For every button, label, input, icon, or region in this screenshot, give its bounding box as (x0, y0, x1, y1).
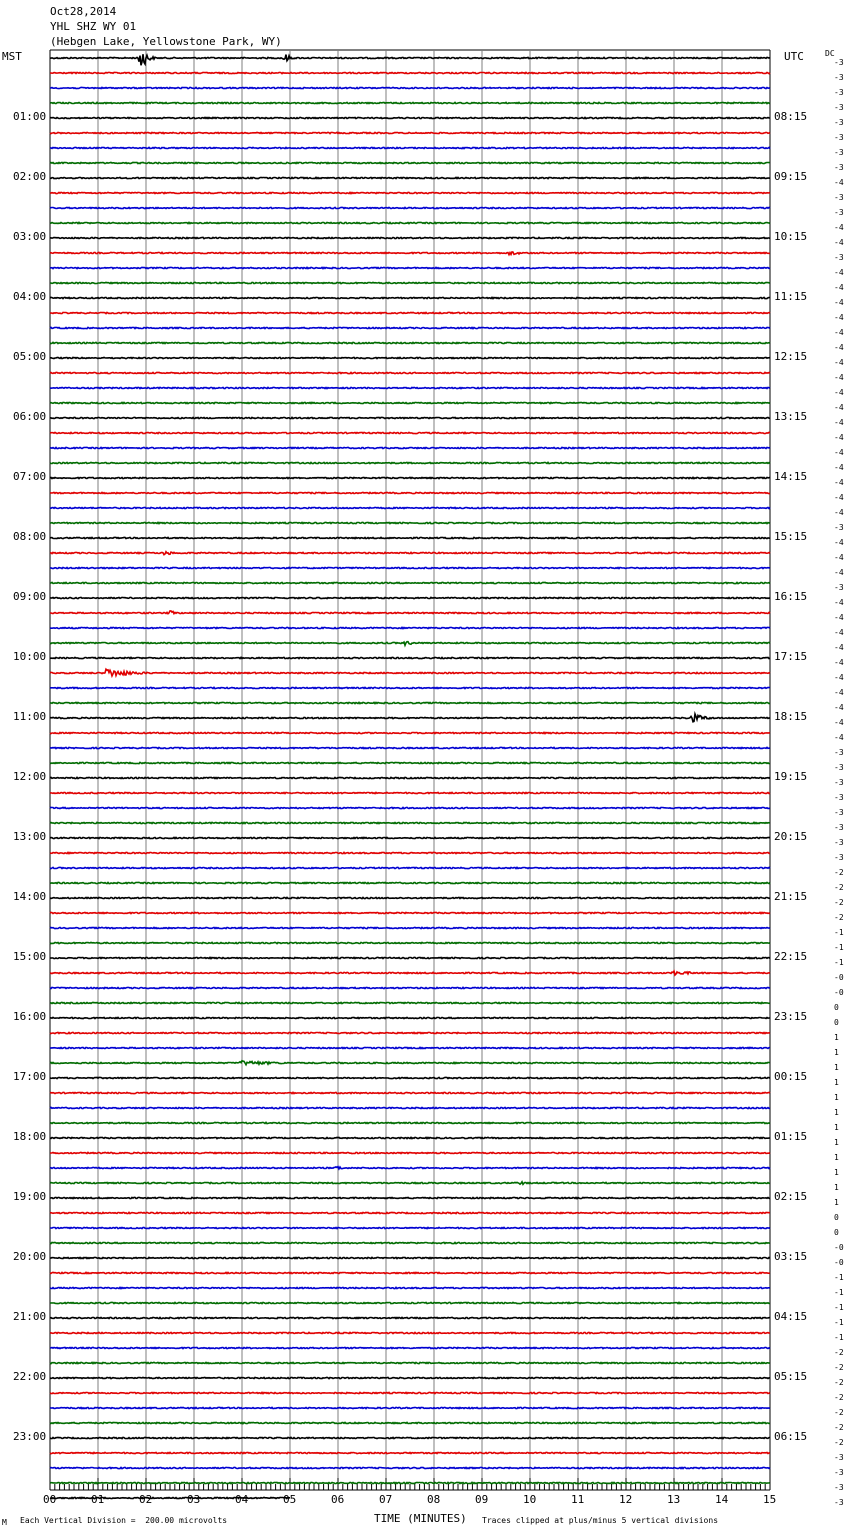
dc-offset-label: 1 (834, 1153, 839, 1162)
trace-line (50, 177, 770, 178)
right-hour-label: 11:15 (774, 290, 808, 303)
left-hour-label: 12:00 (13, 770, 47, 783)
dc-offset-label: -4 (834, 658, 844, 667)
dc-offset-label: -4 (834, 568, 844, 577)
dc-offset-label: -4 (834, 298, 844, 307)
trace-line (50, 417, 770, 418)
right-hour-label: 00:15 (774, 1070, 808, 1083)
trace-line (50, 1092, 770, 1093)
trace-line (50, 1032, 770, 1033)
trace-line (50, 867, 770, 868)
right-hour-label: 08:15 (774, 110, 808, 123)
trace-line (50, 297, 770, 298)
x-tick-label: 12 (619, 1493, 633, 1506)
x-tick-label: 07 (379, 1493, 393, 1506)
right-hour-label: 14:15 (774, 470, 808, 483)
x-tick-label: 03 (187, 1493, 201, 1506)
dc-offset-label: -3 (834, 163, 844, 172)
dc-offset-label: -3 (834, 1483, 844, 1492)
dc-offset-label: -3 (834, 148, 844, 157)
dc-offset-label: -1 (834, 1273, 844, 1282)
dc-offset-label: -3 (834, 193, 844, 202)
trace-line (50, 432, 770, 433)
x-tick-label: 05 (283, 1493, 297, 1506)
dc-offset-label: -4 (834, 358, 844, 367)
x-tick-label: 00 (43, 1493, 57, 1506)
trace-line (50, 72, 770, 73)
trace-line (50, 882, 770, 883)
trace-line (50, 912, 770, 913)
x-tick-label: 14 (715, 1493, 729, 1506)
trace-line (50, 957, 770, 958)
x-tick-label: 06 (331, 1493, 345, 1506)
dc-offset-label: -4 (834, 673, 844, 682)
x-tick-label: 09 (475, 1493, 489, 1506)
dc-offset-label: -3 (834, 118, 844, 127)
dc-offset-label: -3 (834, 1498, 844, 1507)
left-hour-label: 13:00 (13, 830, 47, 843)
trace-line (50, 1317, 770, 1318)
dc-offset-label: -4 (834, 373, 844, 382)
dc-offset-label: -4 (834, 328, 844, 337)
trace-line (50, 1362, 770, 1363)
x-axis-label: TIME (MINUTES) (374, 1512, 467, 1525)
dc-offset-label: -1 (834, 958, 844, 967)
trace-line (50, 492, 770, 493)
right-hour-label: 20:15 (774, 830, 808, 843)
clip-note: Traces clipped at plus/minus 5 vertical divisions (482, 1516, 719, 1525)
trace-line (50, 462, 770, 463)
dc-offset-label: -3 (834, 58, 844, 67)
trace-line (50, 1422, 770, 1423)
trace-line (50, 627, 770, 628)
dc-offset-label: -4 (834, 508, 844, 517)
trace-line (50, 147, 770, 148)
trace-line (50, 762, 770, 763)
dc-offset-label: -4 (834, 493, 844, 502)
trace-line (50, 357, 770, 358)
right-hour-label: 23:15 (774, 1010, 808, 1023)
left-hour-label: 11:00 (13, 710, 47, 723)
right-hour-label: 13:15 (774, 410, 808, 423)
trace-line (50, 537, 770, 538)
trace-line (50, 1061, 770, 1065)
dc-offset-label: 1 (834, 1108, 839, 1117)
dc-offset-label: -3 (834, 208, 844, 217)
right-hour-label: 01:15 (774, 1130, 808, 1143)
trace-line (50, 1302, 770, 1303)
dc-offset-label: -2 (834, 1348, 844, 1357)
dc-offset-label: -4 (834, 388, 844, 397)
trace-line (50, 807, 770, 808)
dc-offset-label: 0 (834, 1003, 839, 1012)
dc-offset-label: -3 (834, 838, 844, 847)
left-hour-label: 16:00 (13, 1010, 47, 1023)
trace-line (50, 54, 770, 65)
left-hour-label: 18:00 (13, 1130, 47, 1143)
trace-line (50, 567, 770, 568)
dc-offset-label: 1 (834, 1048, 839, 1057)
trace-line (50, 669, 770, 676)
trace-line (50, 312, 770, 313)
dc-offset-label: -4 (834, 703, 844, 712)
dc-offset-label: -0 (834, 1258, 844, 1267)
dc-offset-label: -3 (834, 523, 844, 532)
left-hour-label: 14:00 (13, 890, 47, 903)
trace-line (50, 732, 770, 733)
x-tick-label: 01 (91, 1493, 105, 1506)
trace-line (50, 971, 770, 975)
dc-offset-label: -2 (834, 1393, 844, 1402)
dc-offset-label: -2 (834, 1378, 844, 1387)
plot-date: Oct28,2014 (50, 5, 117, 18)
dc-offset-label: -3 (834, 253, 844, 262)
dc-offset-label: 1 (834, 1198, 839, 1207)
scale-note: Each Vertical Division = 200.00 microvolts (20, 1516, 228, 1525)
dc-offset-label: -3 (834, 103, 844, 112)
dc-offset-label: -2 (834, 883, 844, 892)
dc-offset-label: -4 (834, 643, 844, 652)
dc-offset-label: -4 (834, 268, 844, 277)
dc-offset-label: 0 (834, 1018, 839, 1027)
dc-offset-label: -2 (834, 913, 844, 922)
x-tick-label: 11 (571, 1493, 585, 1506)
dc-offset-label: -3 (834, 853, 844, 862)
trace-line (50, 1107, 770, 1108)
left-timezone-label: MST (2, 50, 22, 63)
trace-line (50, 1452, 770, 1453)
trace-line (50, 252, 770, 255)
trace-line (50, 1257, 770, 1258)
right-hour-label: 05:15 (774, 1370, 808, 1383)
trace-line (50, 1242, 770, 1243)
trace-line (50, 1182, 770, 1185)
trace-line (50, 327, 770, 328)
x-tick-label: 13 (667, 1493, 681, 1506)
trace-line (50, 132, 770, 133)
corner-mark: M (2, 1518, 7, 1527)
left-hour-label: 06:00 (13, 410, 47, 423)
trace-line (50, 1152, 770, 1153)
trace-line (50, 162, 770, 163)
trace-line (50, 447, 770, 448)
trace-line (50, 822, 770, 823)
trace-line (50, 1227, 770, 1228)
trace-line (50, 237, 770, 238)
dc-offset-label: 1 (834, 1123, 839, 1132)
trace-line (50, 1002, 770, 1003)
right-hour-label: 02:15 (774, 1190, 808, 1203)
trace-line (50, 1482, 770, 1483)
left-hour-label: 17:00 (13, 1070, 47, 1083)
dc-offset-label: -4 (834, 238, 844, 247)
right-hour-label: 04:15 (774, 1310, 808, 1323)
trace-line (50, 852, 770, 853)
trace-line (50, 1212, 770, 1213)
trace-line (50, 87, 770, 88)
dc-offset-label: -4 (834, 433, 844, 442)
trace-line (50, 192, 770, 193)
dc-offset-label: -4 (834, 733, 844, 742)
x-tick-label: 10 (523, 1493, 537, 1506)
dc-offset-label: -4 (834, 283, 844, 292)
trace-line (50, 1017, 770, 1018)
trace-line (50, 387, 770, 388)
trace-line (50, 222, 770, 223)
trace-line (50, 507, 770, 508)
trace-line (50, 1167, 770, 1169)
trace-line (50, 611, 770, 614)
trace-line (50, 1347, 770, 1348)
dc-offset-label: 1 (834, 1168, 839, 1177)
trace-line (50, 582, 770, 583)
x-tick-label: 08 (427, 1493, 441, 1506)
dc-offset-label: -4 (834, 598, 844, 607)
right-hour-label: 19:15 (774, 770, 808, 783)
dc-offset-label: -4 (834, 538, 844, 547)
dc-offset-label: -3 (834, 1468, 844, 1477)
trace-line (50, 1197, 770, 1198)
trace-line (50, 342, 770, 343)
trace-line (50, 552, 770, 555)
trace-line (50, 1332, 770, 1333)
dc-offset-label: -1 (834, 943, 844, 952)
trace-line (50, 1407, 770, 1408)
dc-offset-label: -4 (834, 553, 844, 562)
dc-offset-label: 1 (834, 1183, 839, 1192)
x-tick-label: 15 (763, 1493, 777, 1506)
trace-line (50, 1272, 770, 1273)
left-hour-label: 19:00 (13, 1190, 47, 1203)
left-hour-label: 01:00 (13, 110, 47, 123)
dc-offset-label: -3 (834, 88, 844, 97)
trace-line (50, 477, 770, 478)
right-hour-label: 21:15 (774, 890, 808, 903)
dc-offset-label: 1 (834, 1093, 839, 1102)
dc-offset-label: -4 (834, 403, 844, 412)
right-hour-label: 15:15 (774, 530, 808, 543)
trace-line (50, 282, 770, 283)
dc-offset-label: -4 (834, 178, 844, 187)
trace-line (50, 522, 770, 523)
dc-label: DC (825, 49, 835, 58)
dc-offset-label: -4 (834, 343, 844, 352)
dc-offset-label: -1 (834, 1288, 844, 1297)
dc-offset-label: -3 (834, 133, 844, 142)
trace-line (50, 837, 770, 838)
x-tick-label: 04 (235, 1493, 249, 1506)
trace-line (50, 747, 770, 748)
left-hour-label: 10:00 (13, 650, 47, 663)
left-hour-label: 21:00 (13, 1310, 47, 1323)
dc-offset-label: -3 (834, 778, 844, 787)
dc-offset-label: -4 (834, 448, 844, 457)
trace-line (50, 102, 770, 103)
left-hour-label: 22:00 (13, 1370, 47, 1383)
right-hour-label: 09:15 (774, 170, 808, 183)
trace-line (50, 687, 770, 688)
right-hour-label: 18:15 (774, 710, 808, 723)
trace-line (50, 987, 770, 988)
left-hour-label: 20:00 (13, 1250, 47, 1263)
dc-offset-label: -4 (834, 628, 844, 637)
dc-offset-label: 0 (834, 1213, 839, 1222)
dc-offset-label: -1 (834, 1333, 844, 1342)
trace-line (50, 267, 770, 268)
trace-line (50, 1077, 770, 1078)
dc-offset-label: -0 (834, 973, 844, 982)
trace-line (50, 777, 770, 778)
x-tick-label: 02 (139, 1493, 153, 1506)
dc-offset-label: -4 (834, 613, 844, 622)
trace-line (50, 207, 770, 208)
left-hour-label: 09:00 (13, 590, 47, 603)
trace-line (50, 1122, 770, 1123)
dc-offset-label: -4 (834, 418, 844, 427)
right-hour-label: 12:15 (774, 350, 808, 363)
trace-line (50, 642, 770, 646)
dc-offset-label: -2 (834, 898, 844, 907)
trace-line (50, 402, 770, 403)
dc-offset-label: -2 (834, 868, 844, 877)
dc-offset-label: -1 (834, 1303, 844, 1312)
dc-offset-label: -4 (834, 223, 844, 232)
dc-offset-label: -2 (834, 1423, 844, 1432)
dc-offset-label: -4 (834, 688, 844, 697)
dc-offset-label: -2 (834, 1438, 844, 1447)
trace-line (50, 597, 770, 598)
trace-line (50, 1137, 770, 1138)
trace-line (50, 1437, 770, 1438)
right-hour-label: 10:15 (774, 230, 808, 243)
dc-offset-label: 1 (834, 1063, 839, 1072)
trace-line (50, 1377, 770, 1378)
trace-line (50, 792, 770, 793)
right-hour-label: 16:15 (774, 590, 808, 603)
trace-line (50, 927, 770, 928)
trace-line (50, 702, 770, 703)
dc-offset-label: 1 (834, 1138, 839, 1147)
dc-offset-label: -4 (834, 718, 844, 727)
left-hour-label: 04:00 (13, 290, 47, 303)
left-hour-label: 23:00 (13, 1430, 47, 1443)
left-hour-label: 05:00 (13, 350, 47, 363)
dc-offset-label: -0 (834, 988, 844, 997)
trace-line (50, 117, 770, 118)
dc-offset-label: -1 (834, 1318, 844, 1327)
dc-offset-label: -2 (834, 1408, 844, 1417)
trace-line (50, 657, 770, 658)
right-hour-label: 03:15 (774, 1250, 808, 1263)
dc-offset-label: -4 (834, 478, 844, 487)
dc-offset-label: -3 (834, 583, 844, 592)
dc-offset-label: 1 (834, 1033, 839, 1042)
dc-offset-label: -3 (834, 1453, 844, 1462)
right-hour-label: 22:15 (774, 950, 808, 963)
dc-offset-label: -3 (834, 748, 844, 757)
right-timezone-label: UTC (784, 50, 804, 63)
dc-offset-label: -3 (834, 73, 844, 82)
trace-line (50, 897, 770, 898)
dc-offset-label: -4 (834, 463, 844, 472)
trace-line (50, 1497, 290, 1498)
trace-line (50, 1467, 770, 1468)
trace-line (50, 714, 770, 722)
dc-offset-label: -1 (834, 928, 844, 937)
right-hour-label: 17:15 (774, 650, 808, 663)
dc-offset-label: -4 (834, 313, 844, 322)
left-hour-label: 03:00 (13, 230, 47, 243)
dc-offset-label: 0 (834, 1228, 839, 1237)
trace-line (50, 1392, 770, 1393)
left-hour-label: 15:00 (13, 950, 47, 963)
trace-line (50, 1287, 770, 1288)
trace-line (50, 942, 770, 943)
right-hour-label: 06:15 (774, 1430, 808, 1443)
dc-offset-label: -3 (834, 808, 844, 817)
left-hour-label: 08:00 (13, 530, 47, 543)
dc-offset-label: -0 (834, 1243, 844, 1252)
left-hour-label: 02:00 (13, 170, 47, 183)
dc-offset-label: -3 (834, 793, 844, 802)
station-location: (Hebgen Lake, Yellowstone Park, WY) (50, 35, 282, 48)
dc-offset-label: -2 (834, 1363, 844, 1372)
left-hour-label: 07:00 (13, 470, 47, 483)
station-code: YHL SHZ WY 01 (50, 20, 137, 33)
dc-offset-label: -3 (834, 763, 844, 772)
trace-line (50, 1047, 770, 1048)
dc-offset-label: -3 (834, 823, 844, 832)
dc-offset-label: 1 (834, 1078, 839, 1087)
trace-line (50, 372, 770, 373)
